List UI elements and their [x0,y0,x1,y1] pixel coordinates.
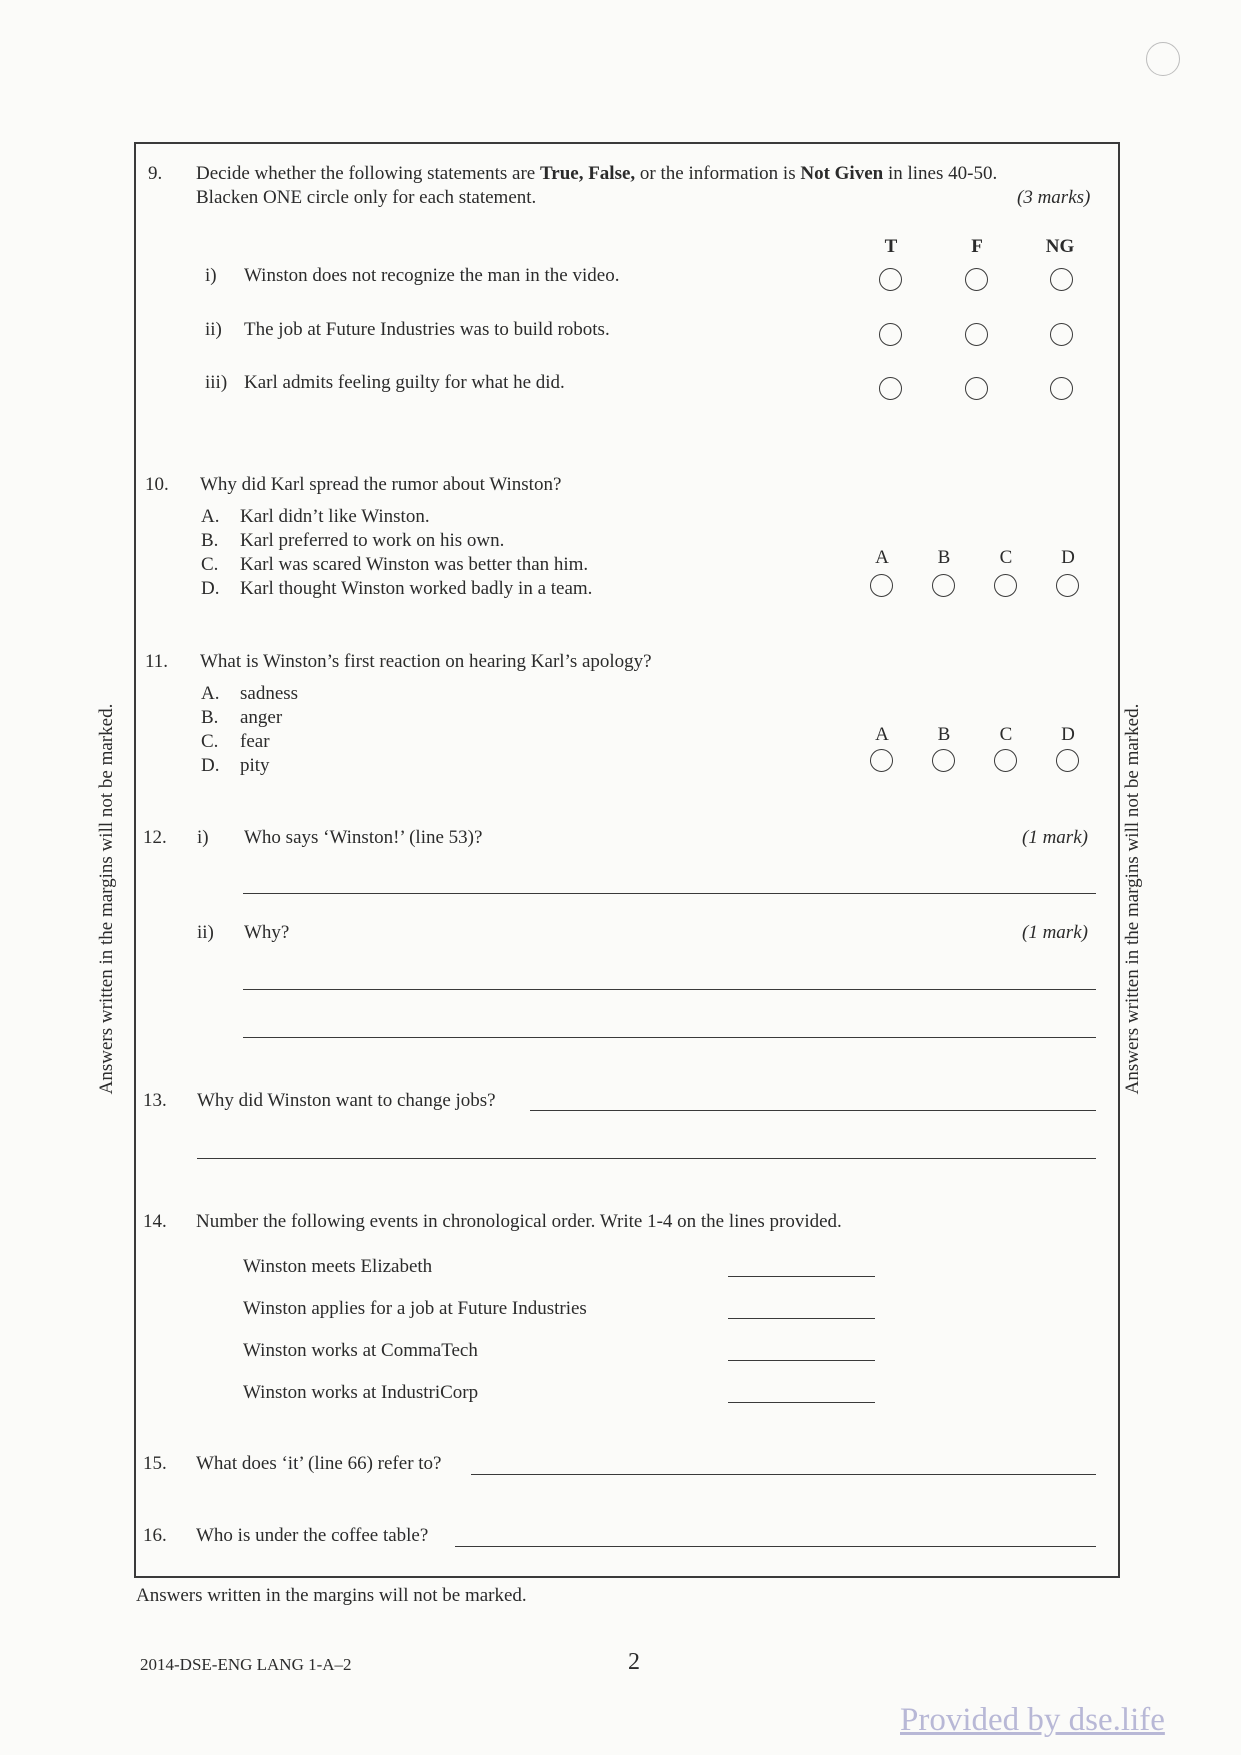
q10-option-d-text: Karl thought Winston worked badly in a team. [240,578,593,599]
q10-bubble-a[interactable] [870,574,893,597]
q9-marks: (3 marks) [1017,187,1091,208]
q9-item-iii-text: Karl admits feeling guilty for what he did. [244,372,565,393]
q9-col-ng: NG [1045,236,1075,257]
q16-question: Who is under the coffee table? [196,1525,429,1546]
q11-bubble-b[interactable] [932,749,955,772]
q9-ii-bubble-ng[interactable] [1050,323,1073,346]
q9-instruction-mid: or the information is [635,163,801,184]
q12-part1-label: i) [197,827,209,848]
q15-number: 15. [143,1453,167,1474]
q13-number: 13. [143,1090,167,1111]
q13-answer-line-2[interactable] [197,1158,1096,1159]
q14-event-2-answer-line[interactable] [728,1318,875,1319]
q12-part2-marks: (1 mark) [1022,922,1088,943]
q10-option-b-letter: B. [201,530,219,551]
q12-part2-answer-line-2[interactable] [243,1037,1096,1038]
q9-bold-true-false: True, False, [540,163,636,184]
q10-label-b: B [937,547,951,568]
q9-iii-bubble-ng[interactable] [1050,377,1073,400]
q15-question: What does ‘it’ (line 66) refer to? [196,1453,442,1474]
q10-label-a: A [875,547,889,568]
q9-iii-bubble-f[interactable] [965,377,988,400]
q9-instruction-pre: Decide whether the following statements are [196,163,540,184]
q14-event-3-answer-line[interactable] [728,1360,875,1361]
q10-number: 10. [145,474,169,495]
q10-option-a-letter: A. [201,506,220,527]
q10-label-d: D [1061,547,1075,568]
q11-bubble-c[interactable] [994,749,1017,772]
q14-number: 14. [143,1211,167,1232]
q10-option-c-letter: C. [201,554,219,575]
paper-code: 2014-DSE-ENG LANG 1-A–2 [140,1655,352,1674]
q9-number: 9. [148,163,163,184]
q16-answer-line[interactable] [455,1546,1096,1547]
q11-number: 11. [145,651,169,672]
q10-bubble-d[interactable] [1056,574,1079,597]
q11-question: What is Winston’s first reaction on hearing Karl’s apology? [200,651,652,672]
answer-frame [134,142,1120,1578]
q10-bubble-c[interactable] [994,574,1017,597]
q10-option-c-text: Karl was scared Winston was better than him. [240,554,589,575]
q10-option-b-text: Karl preferred to work on his own. [240,530,505,551]
q9-instruction-post: in lines 40-50. [883,163,998,184]
bottom-margin-note: Answers written in the margins will not be marked. [136,1585,527,1606]
q11-label-a: A [875,724,889,745]
provider-watermark: Provided by dse.life [900,1702,1165,1738]
q14-event-4-answer-line[interactable] [728,1402,875,1403]
q9-item-iii-label: iii) [205,372,228,393]
q11-bubble-a[interactable] [870,749,893,772]
q9-item-ii-label: ii) [205,319,222,340]
q12-number: 12. [143,827,167,848]
q9-col-t: T [884,236,898,257]
q13-answer-line-1[interactable] [530,1110,1096,1111]
q9-bold-not-given: Not Given [800,163,884,184]
q11-label-c: C [999,724,1013,745]
q12-part2-answer-line-1[interactable] [243,989,1096,990]
q9-instruction-line2: Blacken ONE circle only for each statement. [196,187,537,208]
q10-label-c: C [999,547,1013,568]
q9-col-f: F [971,236,983,257]
q11-option-d-text: pity [240,755,270,776]
q14-event-1-answer-line[interactable] [728,1276,875,1277]
registration-mark [1146,42,1180,76]
q14-event-2: Winston applies for a job at Future Industries [243,1298,587,1319]
q11-option-d-letter: D. [201,755,220,776]
q10-option-a-text: Karl didn’t like Winston. [240,506,430,527]
q11-option-b-letter: B. [201,707,219,728]
q10-question: Why did Karl spread the rumor about Winston? [200,474,562,495]
q10-bubble-b[interactable] [932,574,955,597]
q11-label-d: D [1061,724,1075,745]
q11-option-a-letter: A. [201,683,220,704]
q9-ii-bubble-t[interactable] [879,323,902,346]
q14-event-1: Winston meets Elizabeth [243,1256,433,1277]
q9-item-i-label: i) [205,265,217,286]
q14-event-4: Winston works at IndustriCorp [243,1382,479,1403]
q12-part1-answer-line[interactable] [243,893,1096,894]
q9-i-bubble-f[interactable] [965,268,988,291]
q9-ii-bubble-f[interactable] [965,323,988,346]
q16-number: 16. [143,1525,167,1546]
q13-question: Why did Winston want to change jobs? [197,1090,496,1111]
left-margin-note: Answers written in the margins will not be marked. [96,703,117,1095]
q12-part1-text: Who says ‘Winston!’ (line 53)? [244,827,483,848]
q11-bubble-d[interactable] [1056,749,1079,772]
q12-part2-label: ii) [197,922,214,943]
q9-iii-bubble-t[interactable] [879,377,902,400]
q11-option-c-letter: C. [201,731,219,752]
q11-option-c-text: fear [240,731,270,752]
q9-item-i-text: Winston does not recognize the man in the video. [244,265,620,286]
q14-event-3: Winston works at CommaTech [243,1340,478,1361]
q11-option-b-text: anger [240,707,283,728]
q9-item-ii-text: The job at Future Industries was to build robots. [244,319,610,340]
q9-i-bubble-t[interactable] [879,268,902,291]
q9-i-bubble-ng[interactable] [1050,268,1073,291]
q12-part1-marks: (1 mark) [1022,827,1088,848]
q15-answer-line[interactable] [471,1474,1096,1475]
page-number: 2 [628,1649,640,1675]
q10-option-d-letter: D. [201,578,220,599]
q14-instruction: Number the following events in chronological order. Write 1-4 on the lines provided. [196,1211,842,1232]
q9-instruction [196,163,997,185]
q11-option-a-text: sadness [240,683,299,704]
right-margin-note: Answers written in the margins will not be marked. [1122,703,1143,1095]
q11-label-b: B [937,724,951,745]
q12-part2-text: Why? [244,922,290,943]
